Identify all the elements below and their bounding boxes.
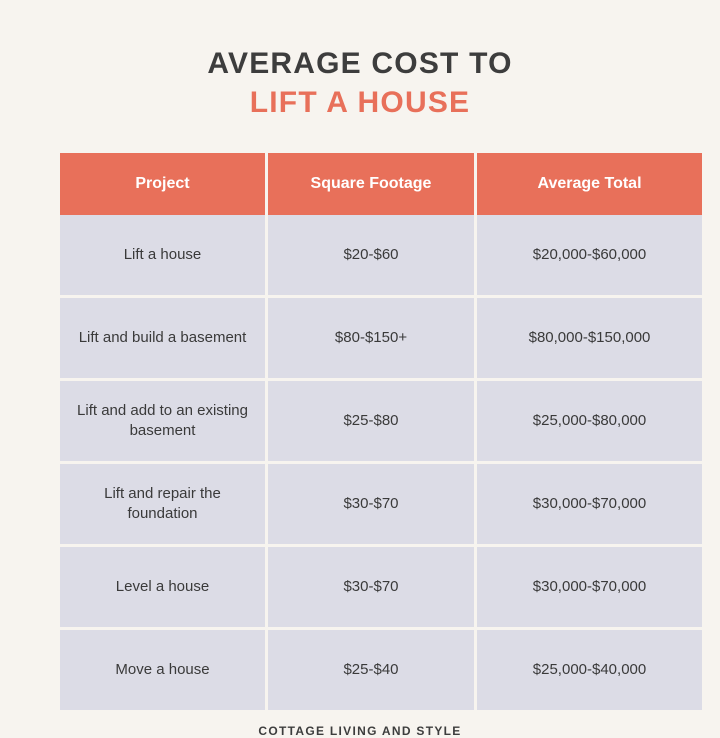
table-row	[60, 545, 702, 628]
cell-square-footage: $80-$150+	[267, 296, 476, 379]
column-header-average-total: Average Total	[476, 153, 703, 215]
cell-project: Lift and repair the foundation	[60, 462, 267, 545]
table-body	[60, 215, 702, 710]
cell-project: Lift a house	[60, 215, 267, 297]
column-header-project: Project	[60, 153, 267, 215]
cell-average-total: $30,000-$70,000	[476, 462, 703, 545]
cell-average-total: $25,000-$80,000	[476, 379, 703, 462]
footer-credit: COTTAGE LIVING AND STYLE	[258, 723, 462, 738]
cell-project: Lift and add to an existing basement	[60, 379, 267, 462]
cell-project: Lift and build a basement	[60, 296, 267, 379]
cell-average-total: $80,000-$150,000	[476, 296, 703, 379]
table-row	[60, 628, 702, 710]
table-row	[60, 462, 702, 545]
cell-square-footage: $20-$60	[267, 215, 476, 297]
column-header-square-footage: Square Footage	[267, 153, 476, 215]
table-header-row	[60, 153, 702, 215]
cell-average-total: $25,000-$40,000	[476, 628, 703, 710]
table-header	[60, 153, 702, 215]
cell-average-total: $30,000-$70,000	[476, 545, 703, 628]
cost-table	[60, 153, 702, 710]
cell-square-footage: $30-$70	[267, 462, 476, 545]
cell-square-footage: $30-$70	[267, 545, 476, 628]
cell-square-footage: $25-$80	[267, 379, 476, 462]
cost-table-container	[60, 153, 660, 710]
page-title	[207, 46, 512, 121]
title-line-2: LIFT A HOUSE	[249, 86, 471, 120]
cell-project: Level a house	[60, 545, 267, 628]
table-row	[60, 379, 702, 462]
cell-square-footage: $25-$40	[267, 628, 476, 710]
table-row	[60, 296, 702, 379]
cell-project: Move a house	[60, 628, 267, 710]
table-row	[60, 215, 702, 297]
cell-average-total: $20,000-$60,000	[476, 215, 703, 297]
title-line-1: AVERAGE COST TO	[207, 47, 513, 80]
